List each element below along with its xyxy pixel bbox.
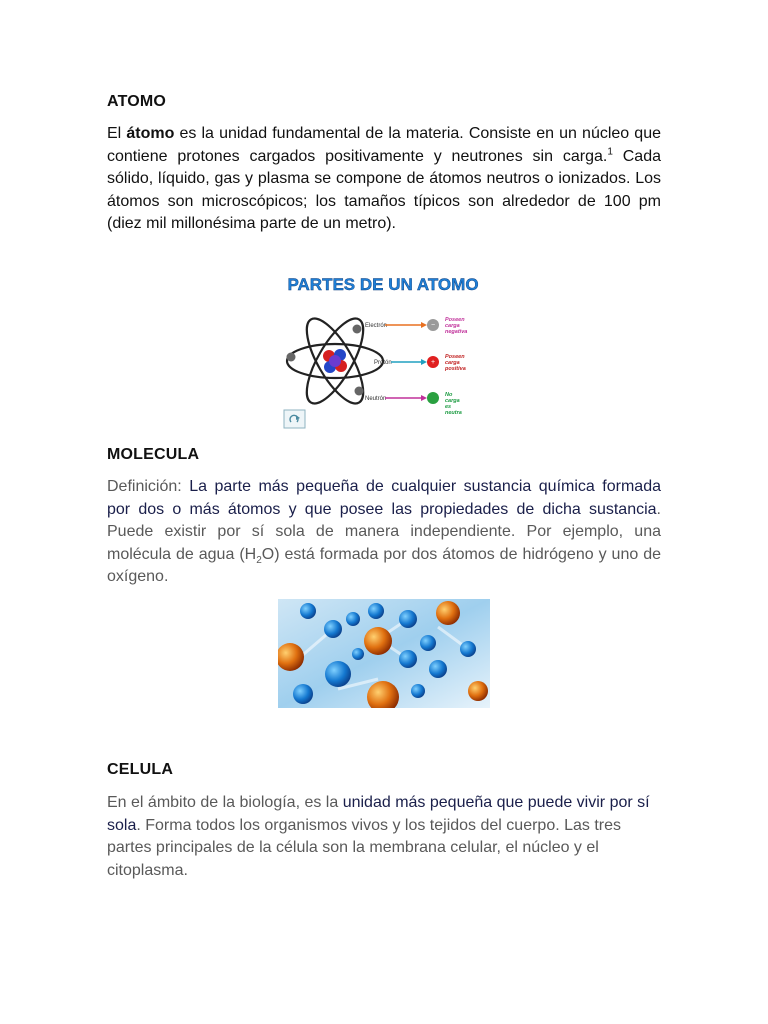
heading-celula: CELULA [107,761,174,778]
svg-text:−: − [430,322,436,329]
term-atomo: átomo [126,125,175,142]
footnote-ref[interactable]: 1 [607,146,613,158]
text-celula-lead: En el ámbito de la biología, es la [107,794,343,811]
svg-text:+: + [430,359,436,366]
celula-definition-link[interactable]: unidad más pequeña que puede vivir por sí sola [107,794,650,834]
svg-text:Poseen: Poseen [445,354,465,360]
text-celula-rest: . Forma todos los organismos vivos y los tejidos del cuerpo. Las tres partes principales de la célula son la membrana celular, el núcleo y el citoplasma. [107,816,622,879]
heading-atomo: ATOMO [107,93,167,110]
svg-text:positiva: positiva [445,366,466,372]
subscript-2: 2 [256,554,262,566]
note-neutron [445,392,462,416]
svg-text:negativa: negativa [445,329,468,335]
text-atomo-def: es la unidad fundamental de la materia. Consiste en un núcleo que contiene protones cargados positivamente y neutrones sin carga. [107,125,662,165]
svg-text:es: es [445,404,452,410]
text-molecula-rest1: . Puede existir por sí sola de manera independiente. Por ejemplo, una molécula de agua (H [107,500,661,563]
figure-title: PARTES DE UN ATOMO [287,275,479,294]
label-electron: Electrón [365,323,388,329]
svg-text:neutra: neutra [445,410,462,416]
label-proton: Protón [374,360,392,366]
text-el: El [107,125,127,142]
paragraph-celula [107,792,667,882]
label-neutron: Neutrón [365,396,387,402]
definition-link[interactable]: La parte más pequeña de cualquier sustancia química formada por dos o más átomos y que posee las propiedades de dicha sustancia [107,478,661,518]
atom-diagram [279,266,490,431]
text-atomo-rest: Cada sólido, líquido, gas y plasma se compone de átomos neutros o ionizados. Los átomos son microscópicos; los tamaños típicos son alrededor de 100 pm (diez mil millonésima parte de un metro). [107,147,662,232]
svg-text:carga: carga [445,323,460,329]
share-icon [284,410,305,428]
text-molecula-rest2: O) está formada por dos átomos de hidrógeno y uno de oxígeno. [107,545,662,585]
atom-parts-figure [279,266,490,431]
paragraph-molecula [107,476,661,589]
molecule-image [278,599,490,708]
note-electron [445,317,467,335]
svg-text:carga: carga [445,398,460,404]
heading-molecula: MOLECULA [107,446,200,463]
paragraph-atomo [107,123,661,236]
note-proton [444,354,466,372]
svg-text:carga: carga [445,360,460,366]
svg-text:No: No [445,392,453,398]
svg-text:Poseen: Poseen [445,317,465,323]
definition-label: Definición: [107,478,190,495]
